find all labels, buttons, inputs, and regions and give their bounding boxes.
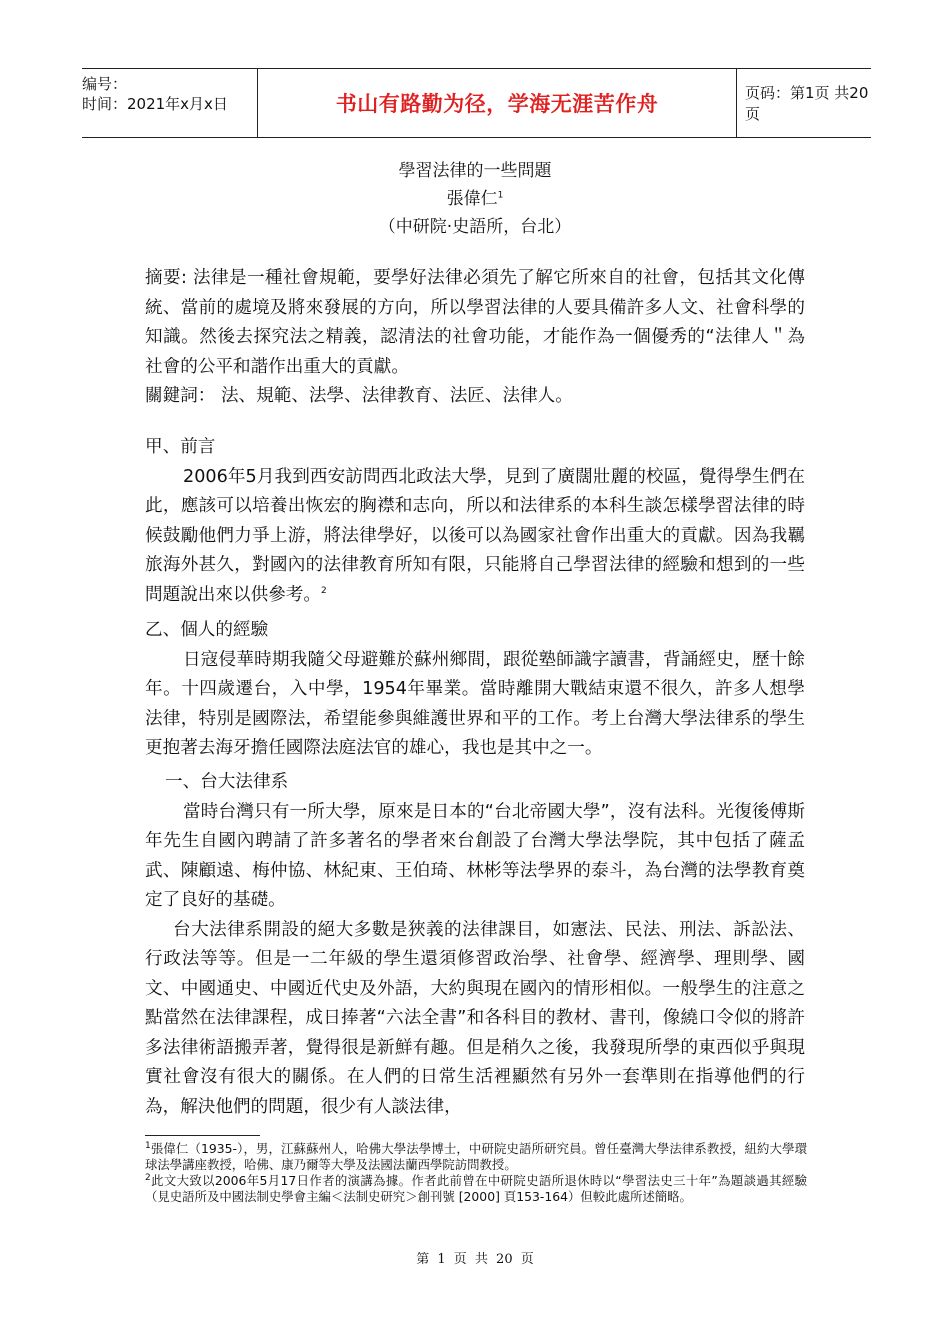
header-divider [736,69,737,137]
affiliation: （中研院·史語所，台北） [378,217,572,237]
experience-paragraph: 日寇侵華時期我隨父母避難於蘇州鄉間，跟從塾師識字讀書，背誦經史，歷十餘年。十四歲遷台，入中學，1954年畢業。當時離開大戰結束還不很久，許多人想學法律，特別是國際法，希望能參與維護世界和平的工作。考上台灣大學法律系的學生更抱著去海牙擔任國際法庭法官的雄心，我也是其中之一。 [145,649,805,758]
footnote-text: 此文大致以2006年5月17日作者的演講為據。作者此前曾在中研院史語所退休時以“學習法史三十年”為題談過其經驗（見史語所及中國法制史學會主編＜法制史研究＞創刊號 [2000] 頁153-164）但較此處所述簡略。 [145,1173,807,1204]
abstract-block [145,264,805,412]
page-label: 页码：第1页 共20页 [745,84,869,123]
header-meta [82,69,256,137]
header-motto: 书山有路勤为径，学海无涯苦作舟 [335,91,659,116]
footnote-number: 2 [145,1172,151,1183]
abstract: 摘要: 法律是一種社會規範，要學好法律必須先了解它所來自的社會，包括其文化傳統、當前的處境及將來發展的方向，所以學習法律的人要具備許多人文、社會科學的知識。然後去探究法之精義，認清法的社會功能，才能作為一個優秀的“法律人＂為社會的公平和諧作出重大的貢獻。 [145,268,805,377]
section-experience [145,616,805,764]
footnotes [145,1141,807,1205]
page-footer: 第 1 页 共 20 页 [416,1252,534,1267]
subsection-heading: 一、台大法律系 [165,772,289,792]
time-label: 时间：2021年x月x日 [82,95,228,113]
footnote-text: 張偉仁（1935-），男，江蘇蘇州人，哈佛大學法學博士，中研院史語所研究員。曾任臺灣大學法律系教授，紐約大學環球法學講座教授，哈佛、康乃爾等大學及法國法蘭西學院訪問教授。 [145,1141,807,1172]
ntu-paragraph-1: 當時台灣只有一所大學，原來是日本的“台北帝國大學”，沒有法科。光復後傅斯年先生自國內聘請了許多著名的學者來台創設了台灣大學法學院，其中包括了薩孟武、陳顧遠、梅仲協、林紀東、王伯琦、林彬等法學界的泰斗，為台灣的法學教育奠定了良好的基礎。 [145,801,805,910]
document-title: 學習法律的一些問題 [398,161,552,181]
document-header [82,68,871,138]
footnote-1 [145,1141,807,1173]
subsection-ntu-law [145,768,805,1122]
author-line [0,184,950,209]
footnote-2 [145,1173,807,1205]
preface-paragraph [145,463,805,611]
number-label: 编号： [82,75,128,93]
footnote-ref: 2 [320,585,327,596]
author-name: 張偉仁 [446,189,498,209]
footnote-number: 1 [145,1140,151,1151]
footnote-separator [145,1135,260,1136]
keywords: 關鍵詞： 法、規範、法學、法律教育、法匠、法律人。 [145,386,573,406]
paragraph-text: 2006年5月我到西安訪問西北政法大學，見到了廣闊壯麗的校區，覺得學生們在此，應該可以培養出恢宏的胸襟和志向，所以和法律系的本科生談怎樣學習法律的時候鼓勵他們力爭上游，將法律學好，以後可以為國家社會作出重大的貢獻。因為我羈旅海外甚久，對國內的法律教育所知有限，只能將自己學習法律的經驗和想到的一些問題說出來以供參考。 [145,466,805,605]
section-heading: 乙、個人的經驗 [145,620,269,640]
section-preface [145,433,805,610]
footnote-ref: 1 [497,190,504,201]
ntu-paragraph-2: 台大法律系開設的絕大多數是狹義的法律課目，如憲法、民法、刑法、訴訟法、行政法等等。但是一二年級的學生還須修習政治學、社會學、經濟學、理則學、國文、中國通史、中國近代史及外語，大約與現在國內的情形相似。一般學生的注意之點當然在法律課程，成日捧著“六法全書”和各科目的教材、書刊，像繞口令似的將許多法律術語搬弄著，覺得很是新鮮有趣。但是稍久之後，我發現所學的東西似乎與現實社會沒有很大的關係。在人們的日常生活裡顯然有另外一套準則在指導他們的行為，解決他們的問題，很少有人談法律， [145,919,805,1117]
section-heading: 甲、前言 [145,437,216,457]
